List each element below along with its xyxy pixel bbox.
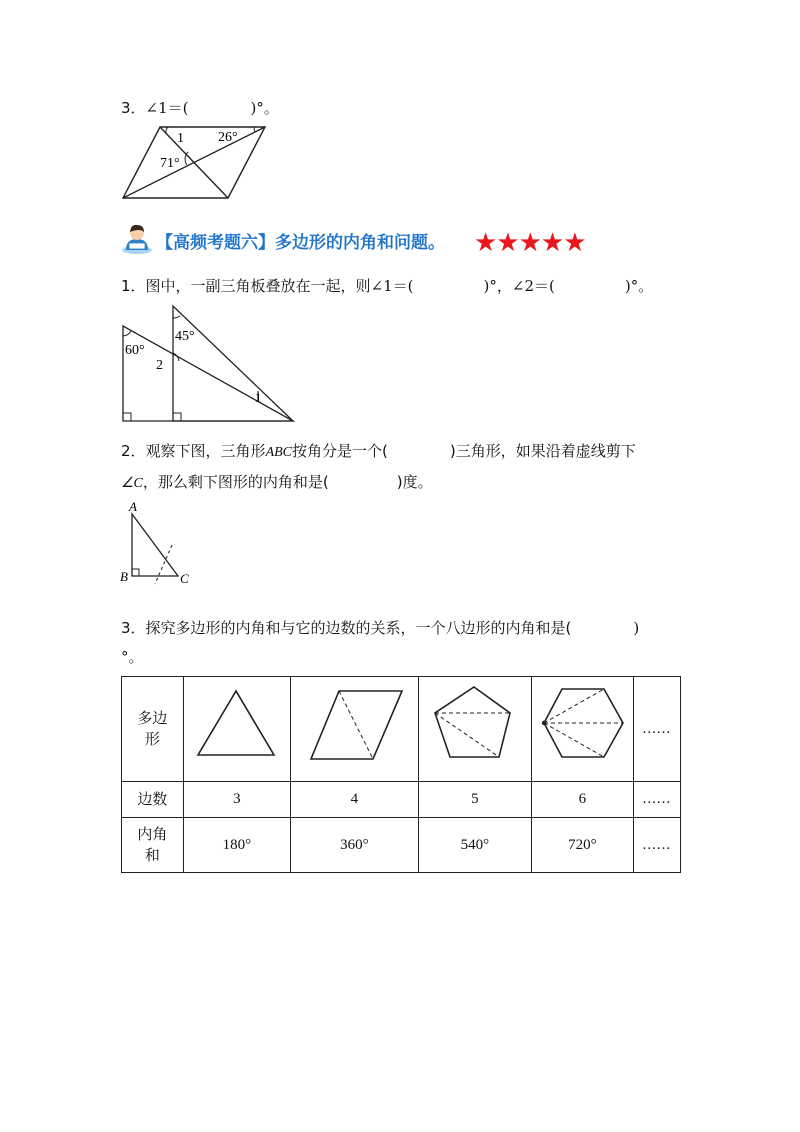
cell-triangle bbox=[183, 677, 290, 782]
q2-number: 2． bbox=[121, 442, 146, 460]
q3-top-text: 1＝( bbox=[158, 99, 189, 117]
angle-symbol: ∠ bbox=[145, 99, 159, 117]
header-sides: 边数 bbox=[122, 782, 184, 818]
sides-5: 5 bbox=[418, 782, 531, 818]
right-angle-mark-2 bbox=[173, 413, 181, 421]
header-angle-sum: 内角 和 bbox=[122, 818, 184, 873]
angle26-arc bbox=[254, 127, 255, 132]
q2-text-e: )度。 bbox=[396, 473, 433, 491]
triangle-abc-figure bbox=[118, 498, 198, 590]
arc-45 bbox=[173, 316, 180, 318]
difficulty-stars: ★★★★★ bbox=[474, 228, 586, 258]
q2-line2 bbox=[121, 472, 433, 494]
q1-number: 1． bbox=[121, 277, 146, 295]
sum-more: ...... bbox=[633, 818, 680, 873]
angle1-label: 1 bbox=[177, 131, 184, 146]
label-60: 60° bbox=[125, 343, 145, 358]
set-squares-figure bbox=[118, 303, 298, 427]
section-title bbox=[156, 232, 445, 254]
q2-line1 bbox=[121, 441, 636, 463]
q2-text-d: ，那么剩下图形的内角和是( bbox=[142, 473, 329, 491]
q3-top-number: 3． bbox=[121, 99, 146, 117]
q3-period: °。 bbox=[121, 648, 144, 666]
angle71-label: 71° bbox=[160, 156, 180, 171]
q1-text: 图中，一副三角板叠放在一起，则 bbox=[145, 277, 371, 295]
sides-3: 3 bbox=[183, 782, 290, 818]
q1-mid: )°， bbox=[483, 277, 512, 295]
label-a: A bbox=[129, 499, 137, 514]
cell-quadrilateral bbox=[290, 677, 418, 782]
sum-720: 720° bbox=[531, 818, 633, 873]
section-title-text: 【高频考题六】多边形的内角和问题。 bbox=[156, 233, 445, 253]
sides-4: 4 bbox=[290, 782, 418, 818]
right-angle-mark-b bbox=[132, 569, 139, 576]
label-45: 45° bbox=[175, 329, 195, 344]
q3-number: 3． bbox=[121, 619, 146, 637]
sum-360: 360° bbox=[290, 818, 418, 873]
cell-pentagon bbox=[418, 677, 531, 782]
q1-line bbox=[121, 276, 653, 296]
q3-line1 bbox=[121, 618, 639, 638]
sides-6: 6 bbox=[531, 782, 633, 818]
table-row-angle-sum bbox=[122, 818, 681, 873]
pentagon-shape bbox=[419, 677, 531, 777]
q2-abc: ABC bbox=[265, 445, 293, 460]
triangle-abc bbox=[132, 514, 178, 576]
cell-hexagon bbox=[531, 677, 633, 782]
q3-line2 bbox=[121, 647, 144, 667]
polygon-table bbox=[121, 676, 681, 873]
table-row-sides bbox=[122, 782, 681, 818]
sum-540: 540° bbox=[418, 818, 531, 873]
angle26-label: 26° bbox=[218, 130, 238, 145]
q3-top-line bbox=[121, 98, 279, 118]
q2-text-b: 按角分是一个( bbox=[292, 442, 388, 460]
header-polygon: 多边 形 bbox=[122, 677, 184, 782]
arc-60 bbox=[123, 331, 131, 336]
diagonal-2 bbox=[123, 127, 265, 198]
label-c: C bbox=[180, 571, 189, 586]
q1-angle1: ∠1＝( bbox=[370, 277, 414, 295]
triangle-shape bbox=[184, 677, 290, 777]
q3-top-suffix: )°。 bbox=[250, 99, 279, 117]
parallelogram-shape bbox=[291, 677, 418, 777]
q1-angle2: ∠2＝( bbox=[511, 277, 555, 295]
student-reading-icon bbox=[120, 221, 154, 255]
q2-text-c: )三角形，如果沿着虚线剪下 bbox=[449, 442, 636, 460]
label-b: B bbox=[120, 569, 128, 584]
q3-close: ) bbox=[633, 619, 640, 637]
cell-more-shapes: ...... bbox=[633, 677, 680, 782]
right-angle-mark-1 bbox=[123, 413, 131, 421]
q1-end: )°。 bbox=[624, 277, 654, 295]
q2-angle-c: ∠C bbox=[121, 476, 143, 491]
label-1: 1 bbox=[255, 390, 262, 405]
sum-180: 180° bbox=[183, 818, 290, 873]
parallelogram-figure bbox=[118, 122, 278, 202]
sides-more: ...... bbox=[633, 782, 680, 818]
table-row-shapes bbox=[122, 677, 681, 782]
q3-text: 探究多边形的内角和与它的边数的关系，一个八边形的内角和是( bbox=[145, 619, 572, 637]
angle1-arc bbox=[166, 127, 168, 134]
label-2: 2 bbox=[156, 358, 163, 373]
q2-text-a: 观察下图，三角形 bbox=[145, 442, 266, 460]
hexagon-shape bbox=[532, 677, 633, 777]
